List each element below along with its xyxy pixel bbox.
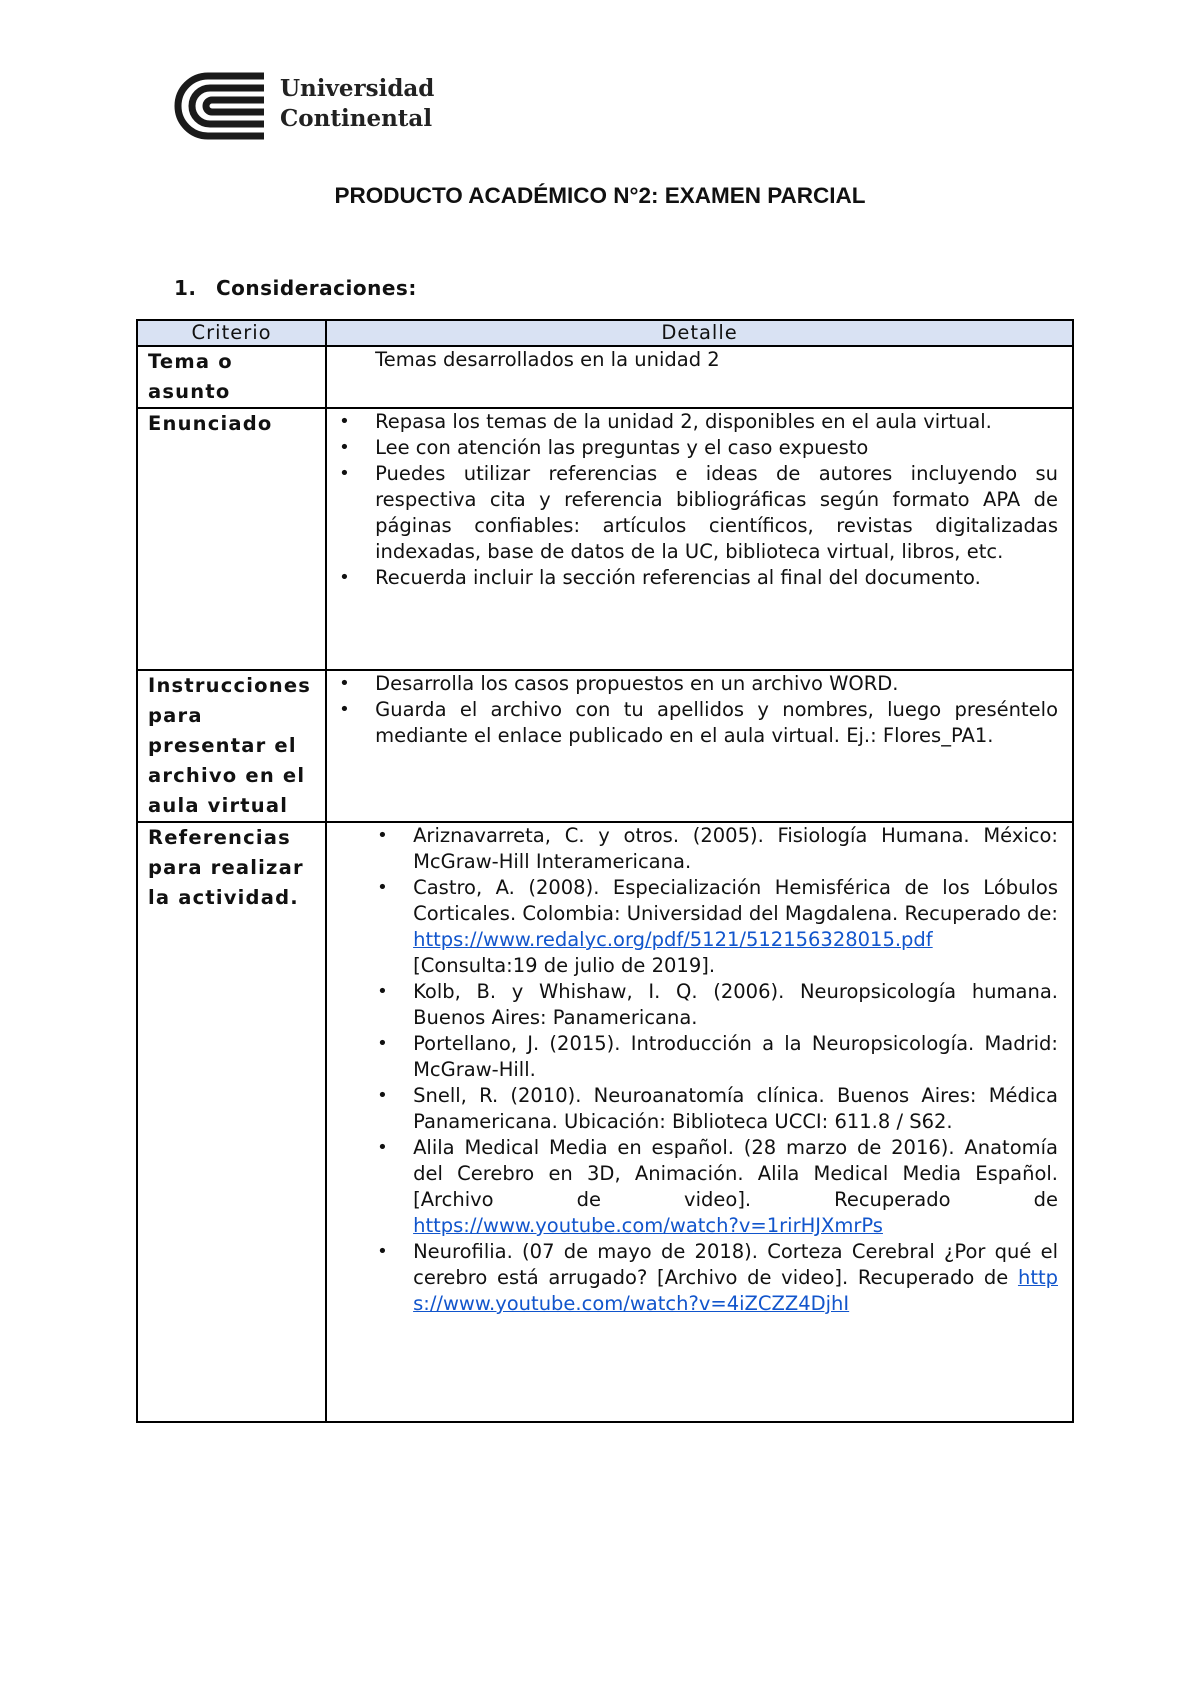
reference-link-youtube-2[interactable]: https://www.youtube.com/watch?v=4iZCZZ4DjhI bbox=[413, 1266, 1058, 1315]
table-row bbox=[137, 822, 1073, 1422]
table-row bbox=[137, 670, 1073, 822]
reference-link-redalyc[interactable]: https://www.redalyc.org/pdf/5121/512156328015.pdf bbox=[413, 928, 933, 951]
reference-item bbox=[413, 1135, 1058, 1239]
table-header-row bbox=[137, 320, 1073, 346]
logo-line-2: Continental bbox=[280, 105, 433, 132]
reference-link-youtube-1[interactable]: https://www.youtube.com/watch?v=1rirHJXmrPs bbox=[413, 1214, 883, 1237]
university-name bbox=[280, 74, 434, 134]
row-detail-tema bbox=[326, 346, 1073, 408]
list-item: • Guarda el archivo con tu apellidos y nombres, luego preséntelo mediante el enlace publicado en el aula virtual. Ej.: Flores_PA1. bbox=[375, 697, 1058, 749]
list-item: • Recuerda incluir la sección referencias al final del documento. bbox=[375, 565, 1058, 591]
table-row bbox=[137, 408, 1073, 670]
row-label-enunciado: Enunciado bbox=[137, 408, 326, 670]
row-detail-enunciado bbox=[326, 408, 1073, 670]
reference-item bbox=[413, 1239, 1058, 1317]
list-item: • Desarrolla los casos propuestos en un archivo WORD. bbox=[375, 671, 1058, 697]
reference-text: Alila Medical Media en español. (28 marzo de 2016). Anatomía del Cerebro en 3D, Animación. Alila Medical Media Español. [Archivo de video]. Recuperado de bbox=[413, 1136, 1058, 1211]
reference-consulta: [Consulta:19 de julio de 2019]. bbox=[413, 954, 716, 977]
row-label-referencias: Referencias para realizar la actividad. bbox=[137, 822, 326, 1422]
reference-item: • Snell, R. (2010). Neuroanatomía clínica. Buenos Aires: Médica Panamericana. Ubicación: Biblioteca UCCI: 611.8 / S62. bbox=[413, 1083, 1058, 1135]
tema-text: Temas desarrollados en la unidad 2 bbox=[375, 348, 720, 371]
document-title: PRODUCTO ACADÉMICO N°2: EXAMEN PARCIAL bbox=[334, 183, 866, 208]
reference-item bbox=[413, 875, 1058, 979]
reference-text: Castro, A. (2008). Especialización Hemisférica de los Lóbulos Corticales. Colombia: Universidad del Magdalena. Recuperado de: bbox=[413, 876, 1058, 925]
list-item: • Lee con atención las preguntas y el caso expuesto bbox=[375, 435, 1058, 461]
list-item: • Puedes utilizar referencias e ideas de autores incluyendo su respectiva cita y referencia bibliográficas según formato APA de páginas confiables: artículos científicos, revistas digitalizadas indexadas, base de datos de la UC, biblioteca virtual, libros, etc. bbox=[375, 461, 1058, 565]
column-header-detalle: Detalle bbox=[326, 320, 1073, 346]
logo-line-1: Universidad bbox=[280, 75, 435, 102]
list-item: • Repasa los temas de la unidad 2, disponibles en el aula virtual. bbox=[375, 409, 1058, 435]
row-detail-instrucciones bbox=[326, 670, 1073, 822]
section-number: 1. bbox=[174, 276, 197, 300]
reference-text: Neurofilia. (07 de mayo de 2018). Corteza Cerebral ¿Por qué el cerebro está arrugado? [Archivo de video]. Recuperado de bbox=[413, 1240, 1058, 1289]
table-row bbox=[137, 346, 1073, 408]
column-header-criterio: Criterio bbox=[137, 320, 326, 346]
row-label-instrucciones: Instrucciones para presentar el archivo en el aula virtual bbox=[137, 670, 326, 822]
reference-item: • Portellano, J. (2015). Introducción a la Neuropsicología. Madrid: McGraw-Hill. bbox=[413, 1031, 1058, 1083]
section-title: Consideraciones: bbox=[216, 276, 417, 300]
row-detail-referencias bbox=[326, 822, 1073, 1422]
university-logo-icon bbox=[170, 70, 266, 142]
university-logo bbox=[170, 70, 440, 142]
reference-item: • Kolb, B. y Whishaw, I. Q. (2006). Neuropsicología humana. Buenos Aires: Panamericana. bbox=[413, 979, 1058, 1031]
reference-item: • Ariznavarreta, C. y otros. (2005). Fisiología Humana. México: McGraw-Hill Interamericana. bbox=[413, 823, 1058, 875]
row-label-tema: Tema o asunto bbox=[137, 346, 326, 408]
criteria-table bbox=[136, 319, 1074, 1423]
section-heading bbox=[174, 276, 417, 300]
